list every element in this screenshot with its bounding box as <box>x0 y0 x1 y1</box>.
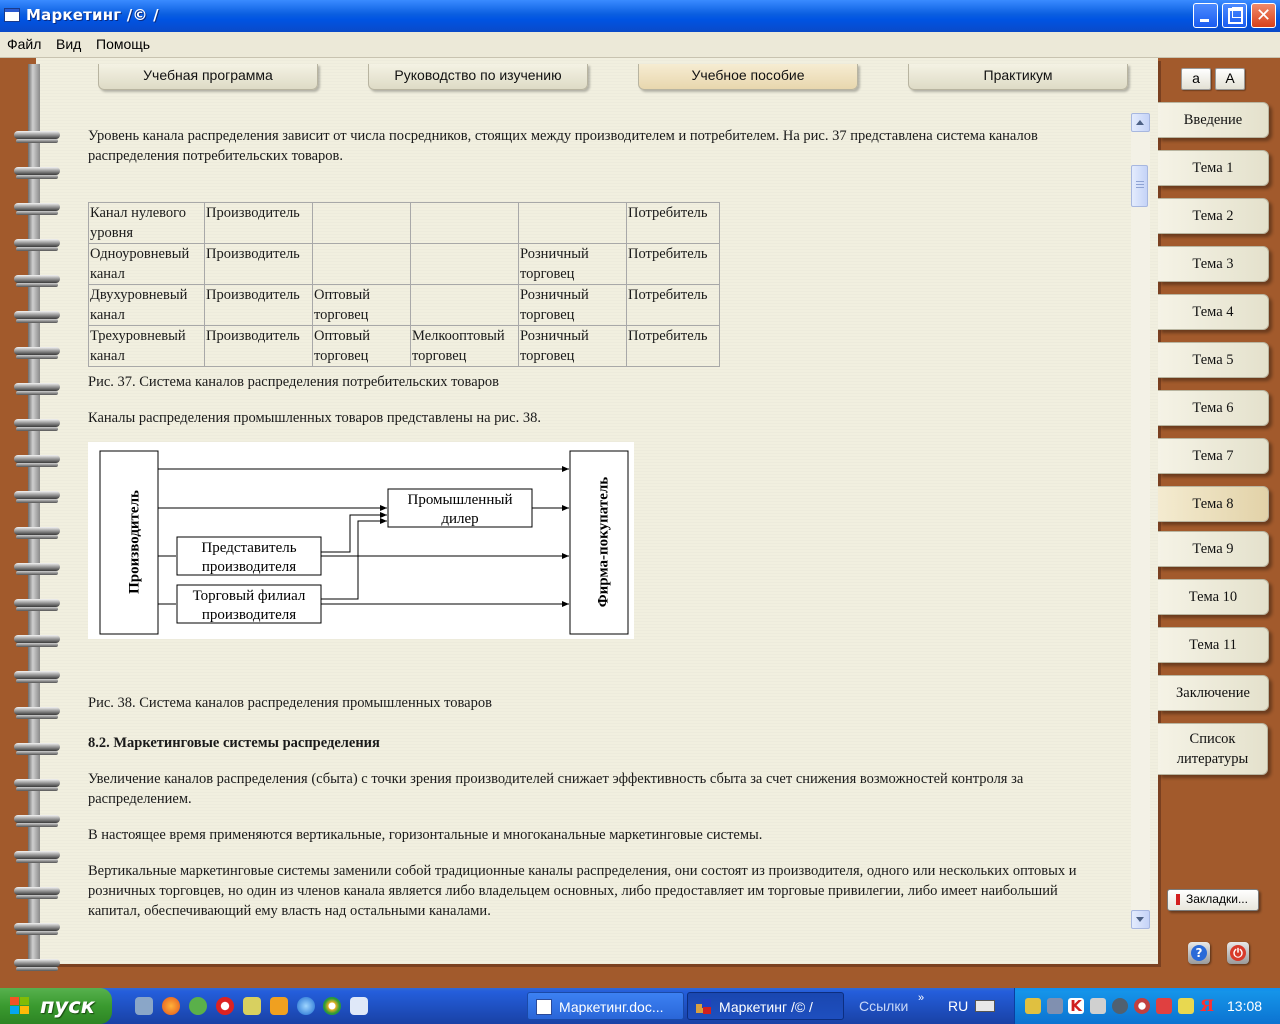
close-button[interactable] <box>1251 3 1276 28</box>
table-cell <box>411 285 519 326</box>
spiral-ring <box>14 740 64 756</box>
tray-network-icon[interactable] <box>1047 998 1063 1014</box>
arrow-branch-to-dealer <box>321 521 387 599</box>
spiral-ring <box>14 200 64 216</box>
table-cell: Оптовый торговец <box>313 285 411 326</box>
table-cell: Мелкооптовый торговец <box>411 326 519 367</box>
spiral-ring <box>14 704 64 720</box>
table-cell: Потребитель <box>627 285 720 326</box>
menu-file[interactable]: Файл <box>7 36 42 52</box>
tab-practicum[interactable]: Практикум <box>908 64 1128 90</box>
task-marketing-app[interactable] <box>687 992 844 1020</box>
bookmarks-button[interactable] <box>1167 889 1259 911</box>
channels-table <box>88 202 720 367</box>
spiral-ring <box>14 308 64 324</box>
links-chevron-icon[interactable]: » <box>918 992 925 1004</box>
taskbar <box>0 988 1280 1024</box>
tray-clock-sync-icon[interactable] <box>1112 998 1128 1014</box>
side-tab-11[interactable]: Тема 10 <box>1158 579 1269 615</box>
keyboard-icon[interactable] <box>975 1000 995 1012</box>
branch-label-2: производителя <box>201 607 297 623</box>
help-button[interactable] <box>1188 942 1210 964</box>
side-tab-4[interactable]: Тема 3 <box>1158 246 1269 282</box>
table-row <box>89 285 720 326</box>
side-tab-7[interactable]: Тема 6 <box>1158 390 1269 426</box>
side-tab-5[interactable]: Тема 4 <box>1158 294 1269 330</box>
quicklaunch-opera-icon[interactable] <box>216 997 234 1015</box>
spiral-ring <box>14 776 64 792</box>
quicklaunch-messenger-icon[interactable] <box>189 997 207 1015</box>
table-cell <box>313 203 411 244</box>
spiral-ring <box>14 416 64 432</box>
scroll-up-button[interactable] <box>1131 113 1150 132</box>
intro-paragraph: Уровень канала распределения зависит от числа посредников, стоящих между производителем и потребителем. На рис. 37 представлена система каналов распределения потребительских товаров. <box>88 128 1038 164</box>
start-label: пуск <box>40 994 95 1018</box>
tray-folder-icon[interactable] <box>1025 998 1041 1014</box>
system-tray <box>1014 988 1280 1024</box>
spiral-ring <box>14 272 64 288</box>
table-cell: Оптовый торговец <box>313 326 411 367</box>
rep-label-2: производителя <box>201 559 297 575</box>
quicklaunch-firefox-icon[interactable] <box>162 997 180 1015</box>
rep-label-1: Представитель <box>201 540 297 556</box>
paragraph-3: Вертикальные маркетинговые системы заменили собой традиционные каналы распределения, они состоят из производителя, одного или нескольких оптовых и розничных торговцев, но один из членов канала является либо владельцем основных, либо предоставляет им торговые привилегии, либо имеет наибольший капитал, обеспечивающий ему власть над остальными каналами. <box>88 863 1077 919</box>
figure-38-caption: Рис. 38. Система каналов распределения промышленных товаров <box>88 695 492 711</box>
side-tab-13[interactable]: Заключение <box>1158 675 1269 711</box>
menu-bar <box>0 32 1280 58</box>
task-word-label: Маркетинг.doc... <box>559 999 664 1015</box>
minimize-button[interactable] <box>1193 3 1218 28</box>
table-cell: Производитель <box>205 244 313 285</box>
side-tab-6[interactable]: Тема 5 <box>1158 342 1269 378</box>
book-spine <box>28 64 40 964</box>
table-row <box>89 203 720 244</box>
spiral-ring <box>14 632 64 648</box>
producer-label: Производитель <box>126 490 143 594</box>
paragraph-2: В настоящее время применяются вертикальные, горизонтальные и многоканальные маркетинговые системы. <box>88 827 763 843</box>
dealer-label-1: Промышленный <box>407 492 513 508</box>
spiral-ring <box>14 164 64 180</box>
table-cell: Производитель <box>205 203 313 244</box>
table-cell: Потребитель <box>627 203 720 244</box>
table-cell: Производитель <box>205 285 313 326</box>
table-row <box>89 326 720 367</box>
table-cell <box>313 244 411 285</box>
side-tab-1[interactable]: Введение <box>1158 102 1269 138</box>
table-cell: Розничный торговец <box>519 285 627 326</box>
section-heading: 8.2. Маркетинговые системы распределения <box>88 735 380 751</box>
paragraph-1: Увеличение каналов распределения (сбыта) с точки зрения производителей снижает эффективность сбыта за счет снижения возможностей контроля за распределением. <box>88 771 1024 807</box>
figure-37-caption: Рис. 37. Система каналов распределения потребительских товаров <box>88 374 499 390</box>
task-app-label: Маркетинг /© / <box>719 999 813 1015</box>
spiral-ring <box>14 848 64 864</box>
windows-logo-icon <box>10 997 30 1015</box>
spiral-ring <box>14 812 64 828</box>
menu-view[interactable]: Вид <box>56 36 82 52</box>
spiral-ring <box>14 128 64 144</box>
tray-mail-icon[interactable] <box>1178 998 1194 1014</box>
start-button[interactable] <box>0 988 112 1024</box>
spiral-ring <box>14 380 64 396</box>
side-tab-9[interactable]: Тема 8 <box>1158 486 1269 522</box>
scroll-thumb[interactable] <box>1131 165 1148 207</box>
spiral-ring <box>14 488 64 504</box>
channel-level-cell: Одноуровневый канал <box>89 244 205 285</box>
branch-label-1: Торговый филиал <box>192 588 306 604</box>
word-icon <box>536 999 552 1015</box>
links-toolbar[interactable]: Ссылки <box>859 998 909 1014</box>
dealer-label-2: дилер <box>441 511 479 527</box>
buyer-label: Фирма-покупатель <box>595 476 612 608</box>
tab-syllabus[interactable]: Учебная программа <box>98 64 318 90</box>
table-cell: Потребитель <box>627 244 720 285</box>
tray-yandex-icon[interactable]: Я <box>1200 996 1215 1015</box>
table-row <box>89 244 720 285</box>
table-cell <box>411 244 519 285</box>
channel-level-cell: Трехуровневый канал <box>89 326 205 367</box>
tray-kaspersky-icon[interactable]: K <box>1068 998 1084 1014</box>
spiral-ring <box>14 560 64 576</box>
app-task-icon <box>696 999 712 1015</box>
font-larger-button[interactable]: A <box>1215 68 1245 90</box>
spiral-ring <box>14 596 64 612</box>
exit-icon: ⏻ <box>1230 945 1246 961</box>
quicklaunch-desktop-icon[interactable] <box>350 997 368 1015</box>
tray-settings-icon[interactable] <box>1134 998 1150 1014</box>
side-tab-8[interactable]: Тема 7 <box>1158 438 1269 474</box>
quicklaunch-tool-icon[interactable] <box>243 997 261 1015</box>
clock[interactable]: 13:08 <box>1227 998 1263 1014</box>
spiral-ring <box>14 884 64 900</box>
table-cell: Потребитель <box>627 326 720 367</box>
content-area <box>88 112 1118 932</box>
window-title: Маркетинг /© / <box>26 6 159 24</box>
task-word-document[interactable] <box>527 992 684 1020</box>
spiral-ring <box>14 956 64 972</box>
exit-button[interactable] <box>1227 942 1249 964</box>
scroll-down-button[interactable] <box>1131 910 1150 929</box>
quicklaunch-winamp-icon[interactable] <box>270 997 288 1015</box>
font-smaller-button[interactable]: a <box>1181 68 1211 90</box>
spiral-ring <box>14 236 64 252</box>
channel-level-cell: Двухуровневый канал <box>89 285 205 326</box>
quicklaunch-chrome-icon[interactable] <box>323 997 341 1015</box>
close-icon: ✕ <box>1255 5 1272 26</box>
tray-app-icon[interactable] <box>1156 998 1172 1014</box>
side-tab-14[interactable]: Список литературы <box>1158 723 1268 775</box>
table-cell: Розничный торговец <box>519 326 627 367</box>
spiral-ring <box>14 668 64 684</box>
spiral-ring <box>14 524 64 540</box>
help-icon: ? <box>1191 945 1207 961</box>
tray-volume-icon[interactable] <box>1090 998 1106 1014</box>
maximize-button[interactable] <box>1222 3 1247 28</box>
side-tab-2[interactable]: Тема 1 <box>1158 150 1269 186</box>
language-indicator[interactable]: RU <box>948 998 969 1014</box>
table-cell: Розничный торговец <box>519 244 627 285</box>
spiral-ring <box>14 452 64 468</box>
minimize-icon <box>1194 4 1217 27</box>
side-tab-3[interactable]: Тема 2 <box>1158 198 1269 234</box>
quicklaunch-ie-icon[interactable] <box>297 997 315 1015</box>
tab-study-guide[interactable]: Руководство по изучению <box>368 64 588 90</box>
diagram-svg <box>88 442 634 639</box>
channel-level-cell: Канал нулевого уровня <box>89 203 205 244</box>
spiral-ring <box>14 344 64 360</box>
spiral-ring <box>14 920 64 936</box>
table-cell <box>519 203 627 244</box>
table-cell <box>411 203 519 244</box>
quicklaunch-network-icon[interactable] <box>135 997 153 1015</box>
app-icon[interactable] <box>4 8 20 22</box>
industrial-channels-diagram <box>88 442 634 639</box>
side-tab-12[interactable]: Тема 11 <box>1158 627 1269 663</box>
side-tab-10[interactable]: Тема 9 <box>1158 531 1269 567</box>
menu-help[interactable]: Помощь <box>96 36 151 52</box>
bookmark-icon <box>1176 894 1180 905</box>
restore-icon <box>1223 4 1246 27</box>
bookmarks-label: Закладки... <box>1186 892 1248 906</box>
table-cell: Производитель <box>205 326 313 367</box>
vertical-scrollbar[interactable] <box>1131 113 1150 930</box>
title-bar <box>0 0 1280 32</box>
figure-38-intro: Каналы распределения промышленных товаров представлены на рис. 38. <box>88 410 541 426</box>
tab-textbook[interactable]: Учебное пособие <box>638 64 858 90</box>
